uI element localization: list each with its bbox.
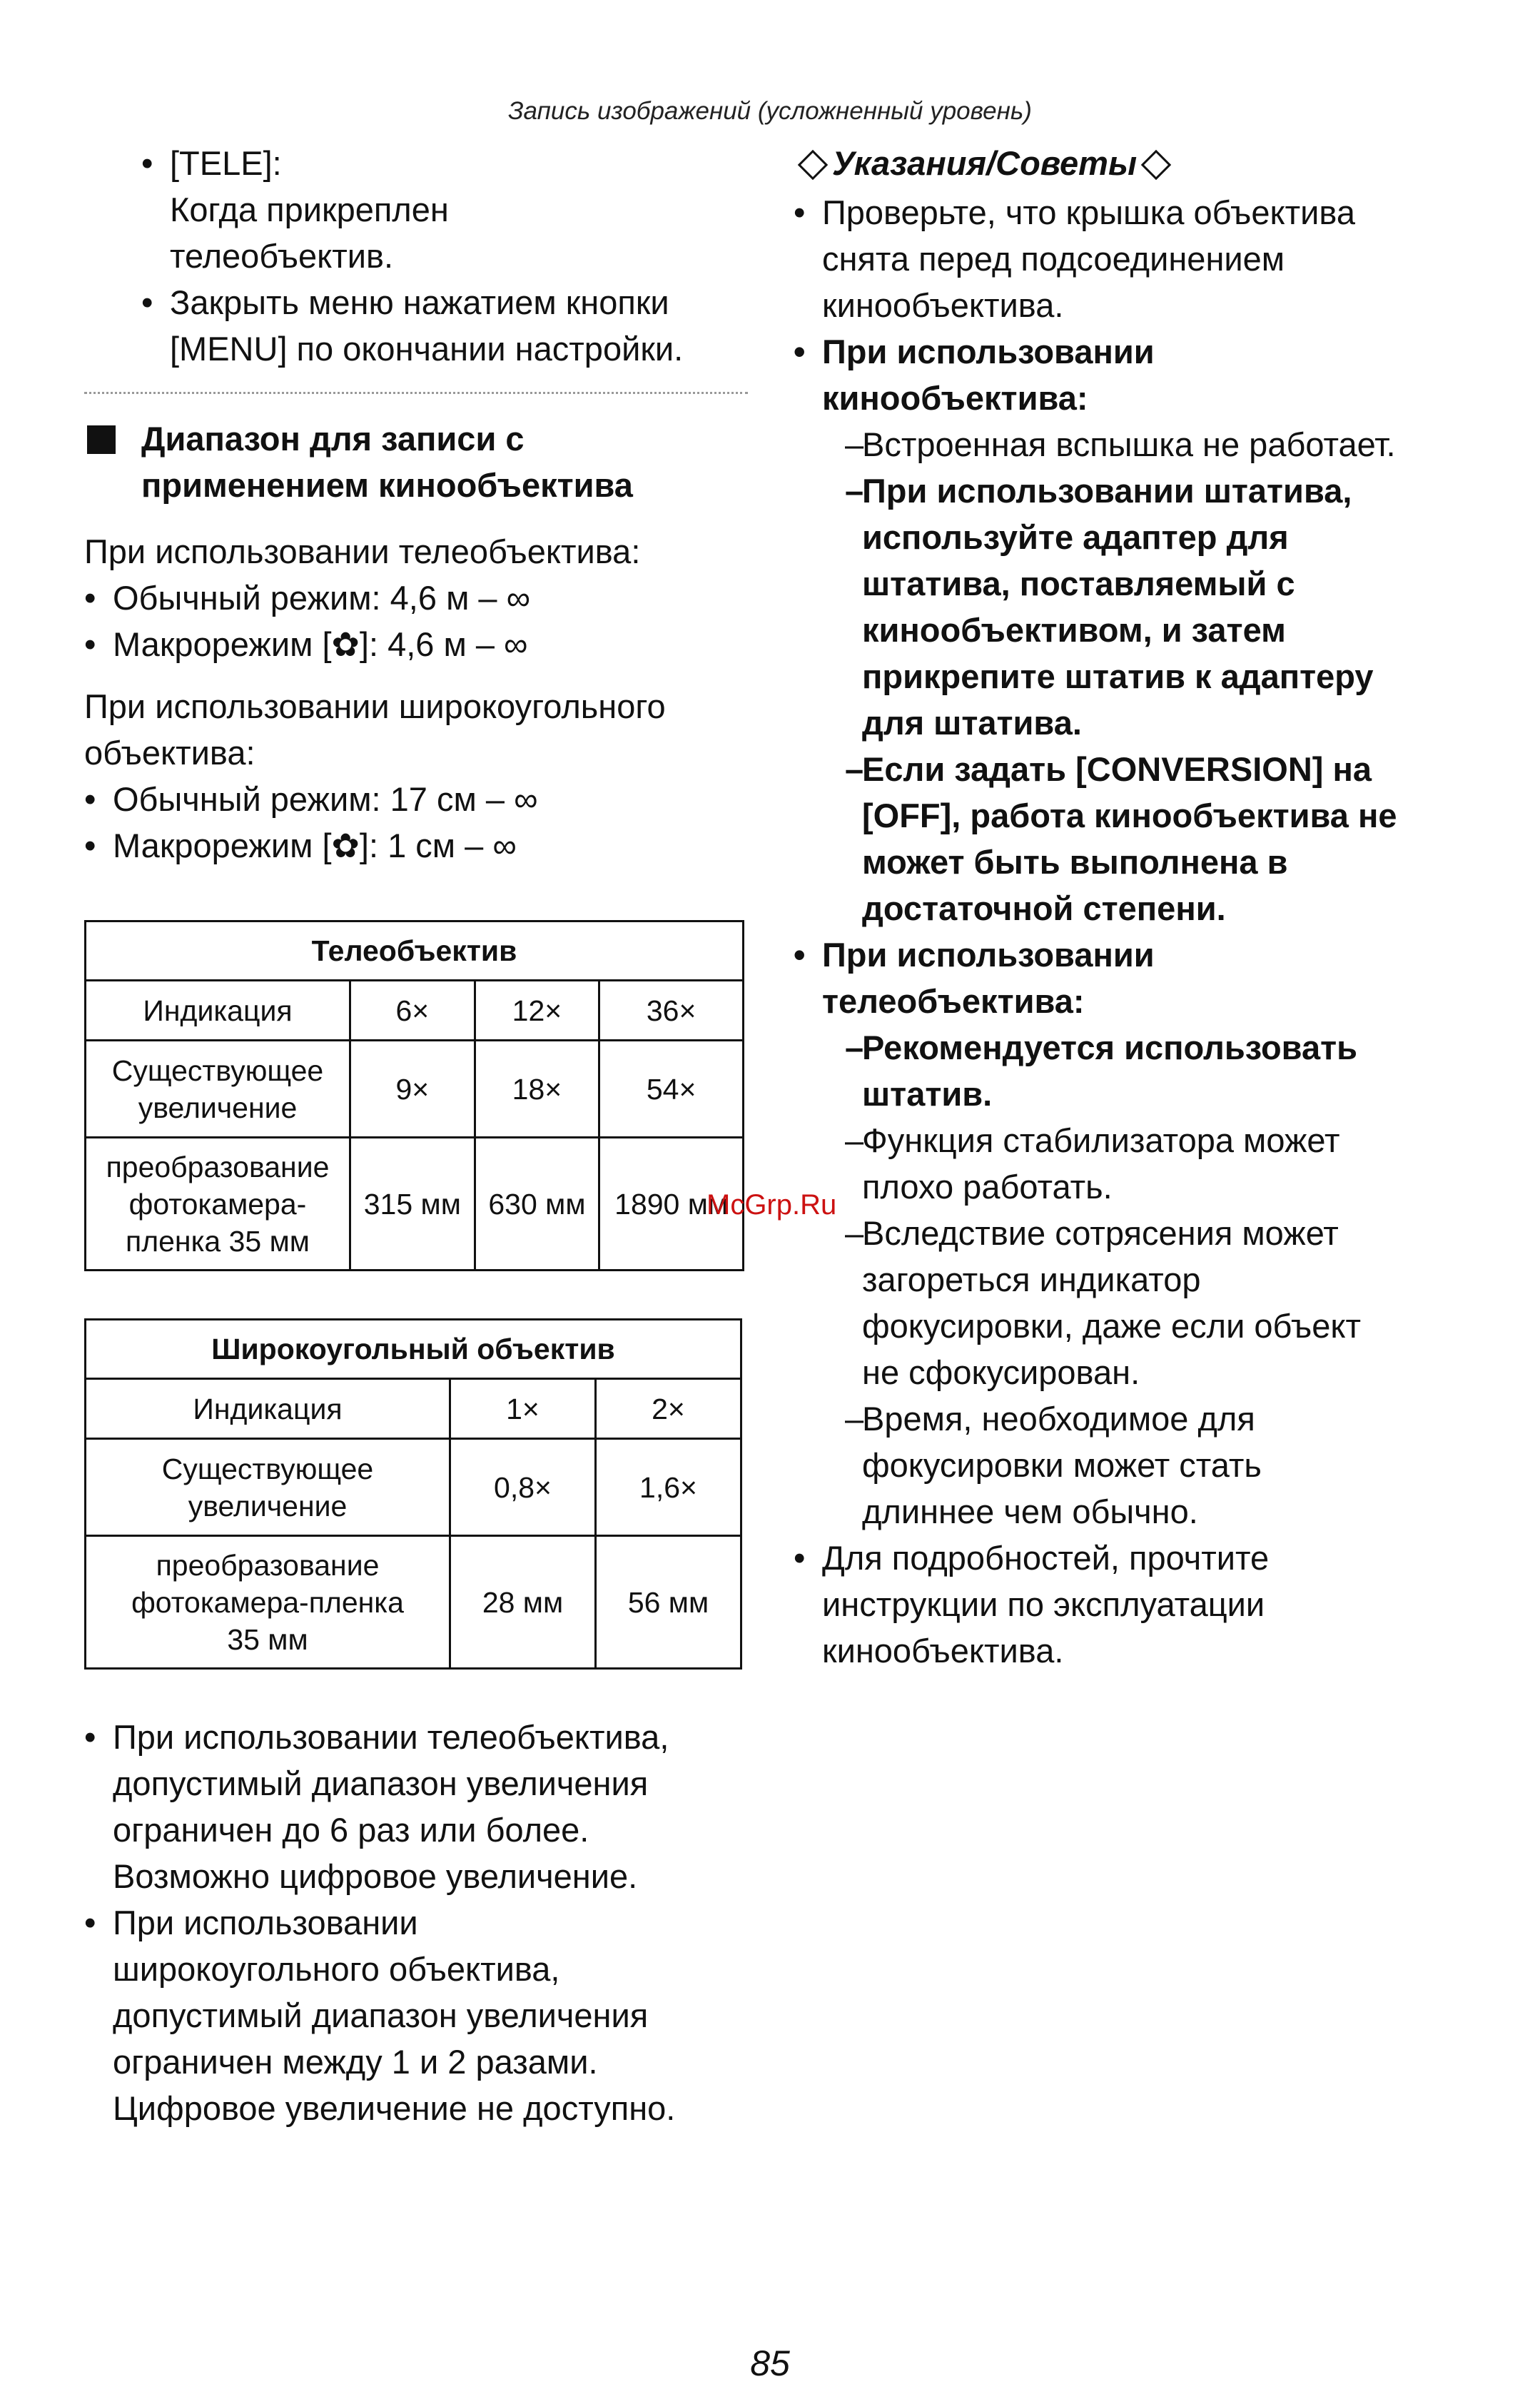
list-item: • [TELE]:	[141, 140, 748, 186]
table-title: Широкоугольный объектив	[86, 1320, 741, 1379]
list-item: • Закрыть меню нажатием кнопки	[141, 279, 748, 325]
left-column	[84, 140, 748, 2131]
list-item: • Макрорежим [✿]: 4,6 м – ∞	[84, 621, 748, 667]
range-info	[84, 528, 748, 869]
list-item-line: телеобъектив.	[170, 237, 394, 275]
table-row: преобразование фотокамера- пленка 35 мм 315 мм 630 мм 1890 мм	[86, 1138, 744, 1271]
list-item: • При использовании	[84, 1899, 748, 1946]
diamond-icon	[1141, 149, 1171, 179]
list-item: • Для подробностей, прочтите	[794, 1535, 1479, 1581]
paragraph: При использовании телеобъектива:	[84, 532, 641, 570]
page-number: 85	[750, 2343, 790, 2383]
list-item: • Проверьте, что крышка объектива	[794, 189, 1479, 236]
list-item: • Макрорежим [✿]: 1 см – ∞	[84, 822, 748, 869]
tips-heading: Указания/Советы	[794, 140, 1479, 186]
list-item: • Обычный режим: 17 см – ∞	[84, 776, 748, 822]
list-item-line: [MENU] по окончании настройки.	[170, 330, 684, 368]
tele-setting-list	[84, 140, 748, 372]
sub-item: – При использовании штатива,	[818, 468, 1479, 514]
table-row: Существующее увеличение 0,8× 1,6×	[86, 1439, 741, 1536]
table-row: Существующее увеличение 9× 18× 54×	[86, 1041, 744, 1138]
wide-table	[84, 1318, 742, 1670]
sub-item: – Встроенная вспышка не работает.	[818, 421, 1479, 468]
watermark: McGrp.Ru	[706, 1189, 837, 1221]
paragraph: При использовании широкоугольного	[84, 687, 666, 725]
table-row: Индикация 6× 12× 36×	[86, 981, 744, 1041]
list-item: • При использовании телеобъектива,	[84, 1714, 748, 1760]
page-header: Запись изображений (усложненный уровень)	[508, 97, 1032, 125]
sub-item: – Функция стабилизатора может	[818, 1117, 1479, 1163]
paragraph: объектива:	[84, 734, 255, 772]
square-bullet-icon	[87, 425, 116, 454]
sub-item: – Время, необходимое для	[818, 1395, 1479, 1442]
table-row: Индикация 1× 2×	[86, 1379, 741, 1439]
sub-item: – Рекомендуется использовать	[818, 1024, 1479, 1071]
notes: • При использовании телеобъектива, допустимый диапазон увеличения ограничен до 6 раз или более. Возможно цифровое увеличение. • При использовании широкоугольного объектива, допустимый диапазон увеличения ограничен между 1 и 2 разами. Цифровое увеличение не доступно.	[84, 1714, 748, 2131]
sub-item: – Если задать [CONVERSION] на	[818, 746, 1479, 792]
list-item: • При использовании	[794, 328, 1479, 375]
tele-table	[84, 920, 744, 1271]
list-item: • При использовании	[794, 931, 1479, 978]
table-row: преобразование фотокамера-пленка 35 мм 28 мм 56 мм	[86, 1536, 741, 1669]
list-item: • Обычный режим: 4,6 м – ∞	[84, 575, 748, 621]
dotted-separator	[84, 392, 748, 394]
table-title: Телеобъектив	[86, 921, 744, 981]
diamond-icon	[798, 149, 828, 179]
sub-item: – Вследствие сотрясения может	[818, 1210, 1479, 1256]
right-column: Указания/Советы • Проверьте, что крышка объектива снята перед подсоединением кинообъектива. • При использовании кинообъектива: – Встроенная вспышка не работает. – При использовании штатива, используйте адаптер для штатива, поставляемый с кинообъективом, и затем прикрепите штатив к адаптеру для штатива. – Если задать [CONVERSION] на [OFF], работа кинообъектива не может быть выполнена в достаточной степени. • При использовании телеобъектива: – Рекомендуется использовать штатив. – Функция стабилизатора может плохо работать. – Вследствие сотрясения может загореться индикатор фокусировки, даже если объект не сфокусирован. – Время, необходимое для фокусировки может стать длиннее чем обычно. • Для подробностей, прочтите инструкции по эксплуатации кинообъектива.	[794, 140, 1479, 1674]
section-title: Диапазон для записи с применением кинообъектива	[84, 415, 748, 508]
list-item-line: Когда прикреплен	[170, 191, 449, 228]
